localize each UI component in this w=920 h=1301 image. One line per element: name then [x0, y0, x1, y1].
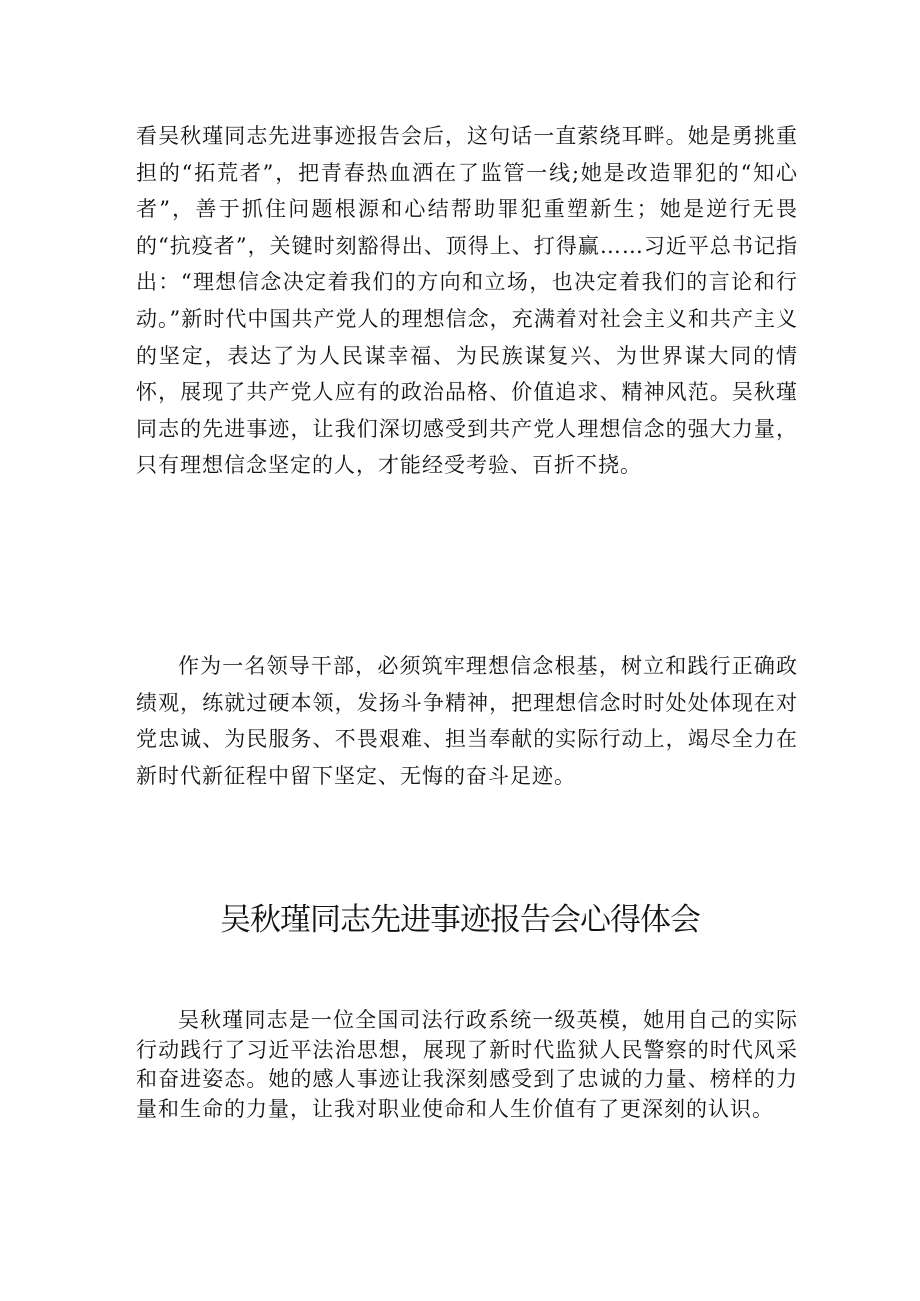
- section-title: 吴秋瑾同志先进事迹报告会心得体会: [220, 902, 700, 938]
- body-paragraph-2: 作为一名领导干部，必须筑牢理想信念根基，树立和践行正确政绩观，练就过硬本领，发扬斗争精神，把理想信念时时处处体现在对党忠诚、为民服务、不畏艰难、担当奉献的实际行动上，竭尽全力在新时代新征程中留下坚定、无悔的奋斗足迹。: [136, 654, 798, 788]
- body-paragraph-1: 看吴秋瑾同志先进事迹报告会后，这句话一直萦绕耳畔。她是勇挑重担的“拓荒者”，把青春热血洒在了监管一线;她是改造罪犯的“知心者”，善于抓住问题根源和心结帮助罪犯重塑新生；她是逆行无畏的“抗疫者”，关键时刻豁得出、顶得上、打得赢……习近平总书记指出：“理想信念决定着我们的方向和立场，也决定着我们的言论和行动。”新时代中国共产党人的理想信念，充满着对社会主义和共产主义的坚定，表达了为人民谋幸福、为民族谋复兴、为世界谋大同的情怀，展现了共产党人应有的政治品格、价值追求、精神风范。吴秋瑾同志的先进事迹，让我们深切感受到共产党人理想信念的强大力量，只有理想信念坚定的人，才能经受考验、百折不挠。: [136, 124, 798, 478]
- intro-paragraph: 吴秋瑾同志是一位全国司法行政系统一级英模，她用自己的实际行动践行了习近平法治思想，展现了新时代监狱人民警察的时代风采和奋进姿态。她的感人事迹让我深刻感受到了忠诚的力量、榜样的力量和生命的力量，让我对职业使命和人生价值有了更深刻的认识。: [136, 1008, 798, 1121]
